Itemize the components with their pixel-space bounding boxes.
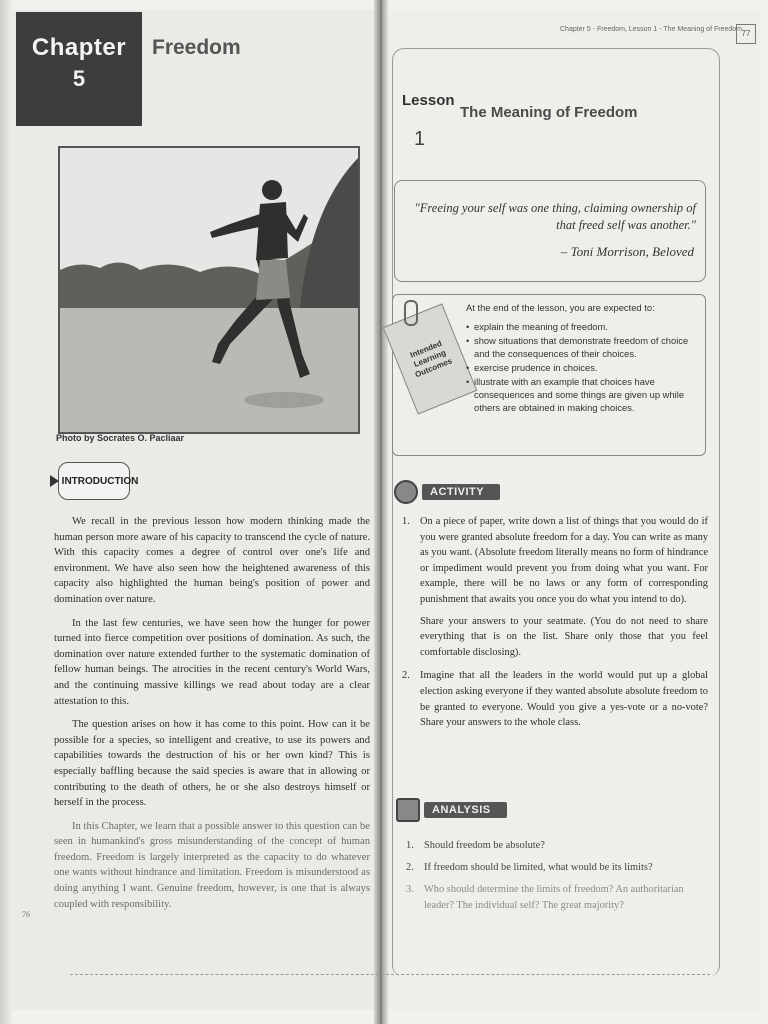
item-number: 1.	[402, 516, 410, 527]
list-item	[402, 514, 708, 660]
page-number-right: 77	[736, 24, 756, 44]
chapter-number: 5	[72, 66, 86, 91]
introduction-label: INTRODUCTION	[61, 475, 139, 487]
list-item: • explain the meaning of freedom.	[466, 320, 698, 333]
item-number: 2.	[402, 670, 410, 682]
list-item: • illustrate with an example that choices have consequences and some things are given up while others are obtained in making choices.	[466, 375, 698, 414]
introduction-badge	[58, 462, 139, 500]
book-gutter	[374, 0, 388, 1024]
list-item	[406, 838, 706, 854]
item-number: 1.	[406, 840, 414, 851]
bottom-divider	[70, 974, 710, 976]
item-number: 3.	[406, 884, 414, 895]
quote-author: – Toni Morrison, Beloved	[560, 244, 694, 259]
outcomes-list	[466, 320, 698, 415]
chapter-header-box	[16, 12, 142, 126]
chapter-photo	[58, 146, 360, 434]
lesson-number: 1	[414, 128, 426, 150]
quote-text: "Freeing your self was one thing, claiming ownership of that freed self was another."	[414, 201, 696, 232]
page-edge-shadow	[0, 0, 12, 1024]
paragraph: We recall in the previous lesson how modern thinking made the human person more aware of his capacity to transcend the cycle of nature. With this capacity comes a degree of control over one's life and environment. We have also seen how the heightened awareness of this capacity also highlighted the human being's position of power and domination over nature.	[54, 516, 370, 605]
paragraph: In this Chapter, we learn that a possible answer to this question can be seen in humankind's gross misunderstanding of the concept of human freedom. Freedom is largely interpreted as the capacity to do whatever one wants without hindrance and limitation. Freedom is misunderstood as doing anything I want. Genuine freedom, however, is one that is always coupled with responsibility.	[54, 820, 370, 910]
lesson-label: Lesson	[402, 92, 455, 109]
chapter-title: Freedom	[152, 36, 241, 59]
paragraph: Imagine that all the leaders in the world would put up a global election asking everyone if they wanted absolute absolute freedom to be granted to everyone. Would you give a yes-vote or a no-vote? Share your answers to the whole class.	[420, 670, 708, 729]
page-number-left: 76	[22, 910, 30, 919]
analysis-heading	[396, 798, 507, 822]
activity-heading	[394, 480, 500, 504]
list-item	[406, 860, 706, 876]
question-text: If freedom should be limited, what would be its limits?	[424, 862, 653, 873]
analysis-list	[406, 838, 706, 920]
list-item: • exercise prudence in choices.	[466, 361, 698, 374]
question-text: Who should determine the limits of freedom? An authoritarian leader? The individual self? The great majority?	[424, 884, 684, 911]
paragraph: The question arises on how it has come to this point. How can it be possible for a species, so intelligent and creative, to use its powers and capabilities towards the destruction of his or her own kind? This is especially baffling because the said species is aware that in allowing or contributing to the death of others, he or she also destroys himself or herself in the process.	[54, 719, 370, 809]
activity-label: ACTIVITY	[422, 484, 500, 500]
activity-list	[402, 514, 708, 739]
activity-icon	[394, 480, 418, 504]
outcomes-intro: At the end of the lesson, you are expected to:	[466, 302, 655, 313]
question-text: Should freedom be absolute?	[424, 840, 545, 851]
analysis-label: ANALYSIS	[424, 802, 507, 818]
paperclip-icon	[404, 300, 418, 326]
analysis-icon	[396, 798, 420, 822]
lesson-title: The Meaning of Freedom	[460, 104, 638, 121]
chapter-label: Chapter	[31, 34, 127, 61]
item-number: 2.	[406, 862, 414, 873]
introduction-text	[54, 514, 370, 920]
running-header: Chapter 5 - Freedom, Lesson 1 - The Meaning of Freedom	[560, 26, 742, 33]
paragraph: Share your answers to your seatmate. (You do not need to share everything that is on the list. Share only those that you feel comfortable disclosing).	[420, 615, 708, 658]
photo-caption: Photo by Socrates O. Pacliaar	[56, 433, 185, 443]
list-item	[406, 882, 706, 914]
paragraph: On a piece of paper, write down a list of things that you would do if you were granted absolute freedom for a day. You can write as many as you want. (Absolute freedom literally means no form of hindrance or impediment would prevent you from doing what you want. For example, there will be no laws or any form of corresponding punishment that awaits you once you do what you intend to do).	[420, 516, 708, 605]
play-icon	[50, 475, 59, 487]
list-item	[402, 668, 708, 730]
learning-outcomes-badge-label: Intended Learning Outcomes	[408, 338, 454, 380]
paragraph: In the last few centuries, we have seen how the hunger for power turned into fierce competition over positions of domination. As such, the domination over nature extended further to the systematic domination of fellow human beings. The atrocities in the recent century's World Wars, and the continuing massive killings we read about today are a clear attestation to this.	[54, 617, 370, 707]
list-item: • show situations that demonstrate freedom of choice and the consequences of their choices.	[466, 334, 698, 360]
